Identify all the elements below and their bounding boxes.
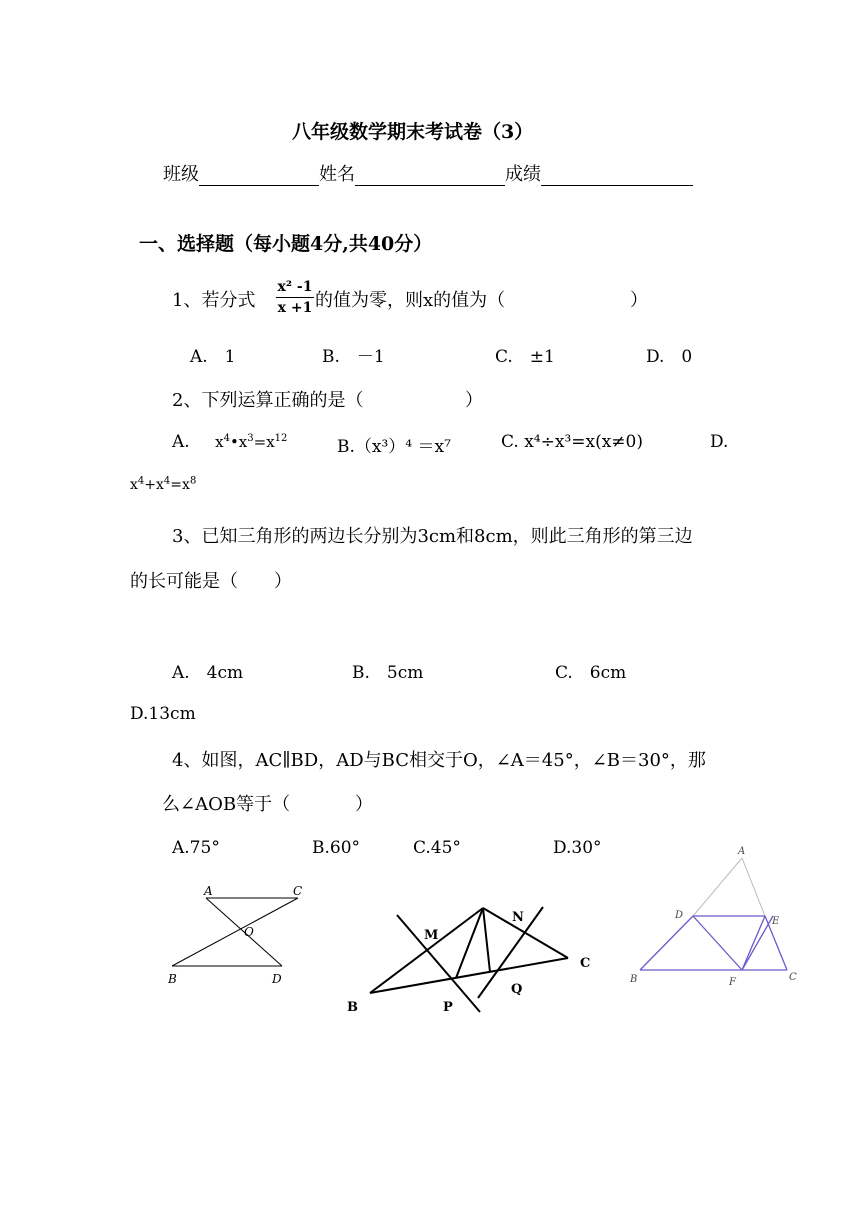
fig1-label-d: D — [272, 972, 282, 986]
q4-option-c[interactable]: C.45° — [413, 838, 461, 858]
class-label: 班级 — [163, 164, 199, 185]
q1-option-d[interactable]: D. 0 — [646, 347, 693, 367]
q1-numerator: x² -1 — [277, 279, 313, 295]
q4-close: ） — [355, 794, 373, 815]
name-blank[interactable] — [355, 165, 505, 186]
student-info-line — [163, 160, 693, 186]
q4-option-a[interactable]: A.75° — [172, 838, 220, 858]
fig3-label-a: A — [738, 846, 746, 857]
figure-triangle-bisectors — [340, 895, 610, 1025]
q2-option-a-letter: A. — [172, 432, 190, 452]
q2-option-c[interactable]: C. x⁴÷x³=x(x≠0) — [501, 432, 644, 452]
fig2-label-q: Q — [511, 982, 523, 997]
fig2-label-b: B — [347, 1000, 358, 1015]
fig2-label-c: C — [580, 956, 591, 971]
q4-line2: 么∠AOB等于（ — [162, 794, 291, 815]
q3-option-b[interactable]: B. 5cm — [352, 663, 424, 683]
score-label: 成绩 — [505, 164, 541, 185]
q2-option-b[interactable]: B.（x³）⁴ ＝x⁷ — [337, 437, 451, 457]
q2-option-d-expr: $x^4+x^4=x^8$ — [130, 475, 197, 493]
segment-bc — [172, 898, 298, 966]
fig3-label-e: E — [772, 916, 780, 927]
q3-line1: 3、已知三角形的两边长分别为3cm和8cm，则此三角形的第三边 — [172, 526, 693, 547]
segment-ef — [742, 916, 765, 970]
score-blank[interactable] — [541, 165, 693, 186]
q1-option-b[interactable]: B. －1 — [322, 347, 385, 367]
fig2-label-p: P — [443, 1000, 453, 1015]
q1-fraction — [276, 279, 314, 316]
q1-option-c[interactable]: C. ±1 — [495, 347, 555, 367]
q1-denominator: x +1 — [277, 300, 313, 316]
segment-ad — [693, 858, 742, 916]
q4-option-d[interactable]: D.30° — [553, 838, 602, 858]
figure-triangle-midpoints — [625, 840, 805, 1000]
fig3-label-b: B — [630, 974, 638, 985]
fig1-label-o: O — [244, 925, 254, 939]
fig3-label-f: F — [729, 977, 736, 988]
segment-aq — [483, 908, 490, 972]
q2-close: ） — [465, 390, 483, 411]
q3-option-c[interactable]: C. 6cm — [555, 663, 627, 683]
q3-line2: 的长可能是（ ） — [130, 571, 292, 592]
q3-option-a[interactable]: A. 4cm — [172, 663, 244, 683]
figure-parallel-lines — [160, 880, 310, 990]
name-label: 姓名 — [319, 164, 355, 185]
segment-ae — [742, 858, 765, 916]
fig3-label-d: D — [675, 910, 684, 921]
q4-line1: 4、如图，AC∥BD，AD与BC相交于O，∠A＝45°，∠B＝30°，那 — [172, 750, 706, 771]
q2-option-d-letter[interactable]: D. — [710, 432, 729, 452]
fig1-label-a: A — [204, 884, 213, 898]
q2-option-a[interactable]: A. $x^4•x^3=x^{12}$ — [172, 432, 288, 452]
q3-option-d[interactable]: D.13cm — [130, 704, 196, 724]
q1-suffix: 的值为零，则x的值为（ — [315, 290, 506, 311]
fig1-label-b: B — [168, 972, 177, 986]
segment-df — [693, 916, 742, 970]
fig3-label-c: C — [789, 972, 797, 983]
segment-bc — [370, 958, 568, 993]
section-heading: 一、选择题（每小题4分,共40分） — [139, 233, 433, 255]
q1-prefix: 1、若分式 — [172, 290, 256, 311]
fig1-label-c: C — [293, 884, 303, 898]
fig2-label-n: N — [512, 910, 524, 925]
segment-f-e — [742, 916, 773, 970]
q4-option-b[interactable]: B.60° — [312, 838, 361, 858]
q1-option-a[interactable]: A. 1 — [190, 347, 236, 367]
q2-stem: 2、下列运算正确的是（ — [172, 390, 364, 411]
class-blank[interactable] — [199, 165, 319, 186]
fig2-label-m: M — [424, 928, 439, 943]
q1-close: ） — [630, 290, 648, 311]
page-title: 八年级数学期末考试卷（3） — [292, 121, 534, 143]
segment-db — [640, 916, 693, 970]
